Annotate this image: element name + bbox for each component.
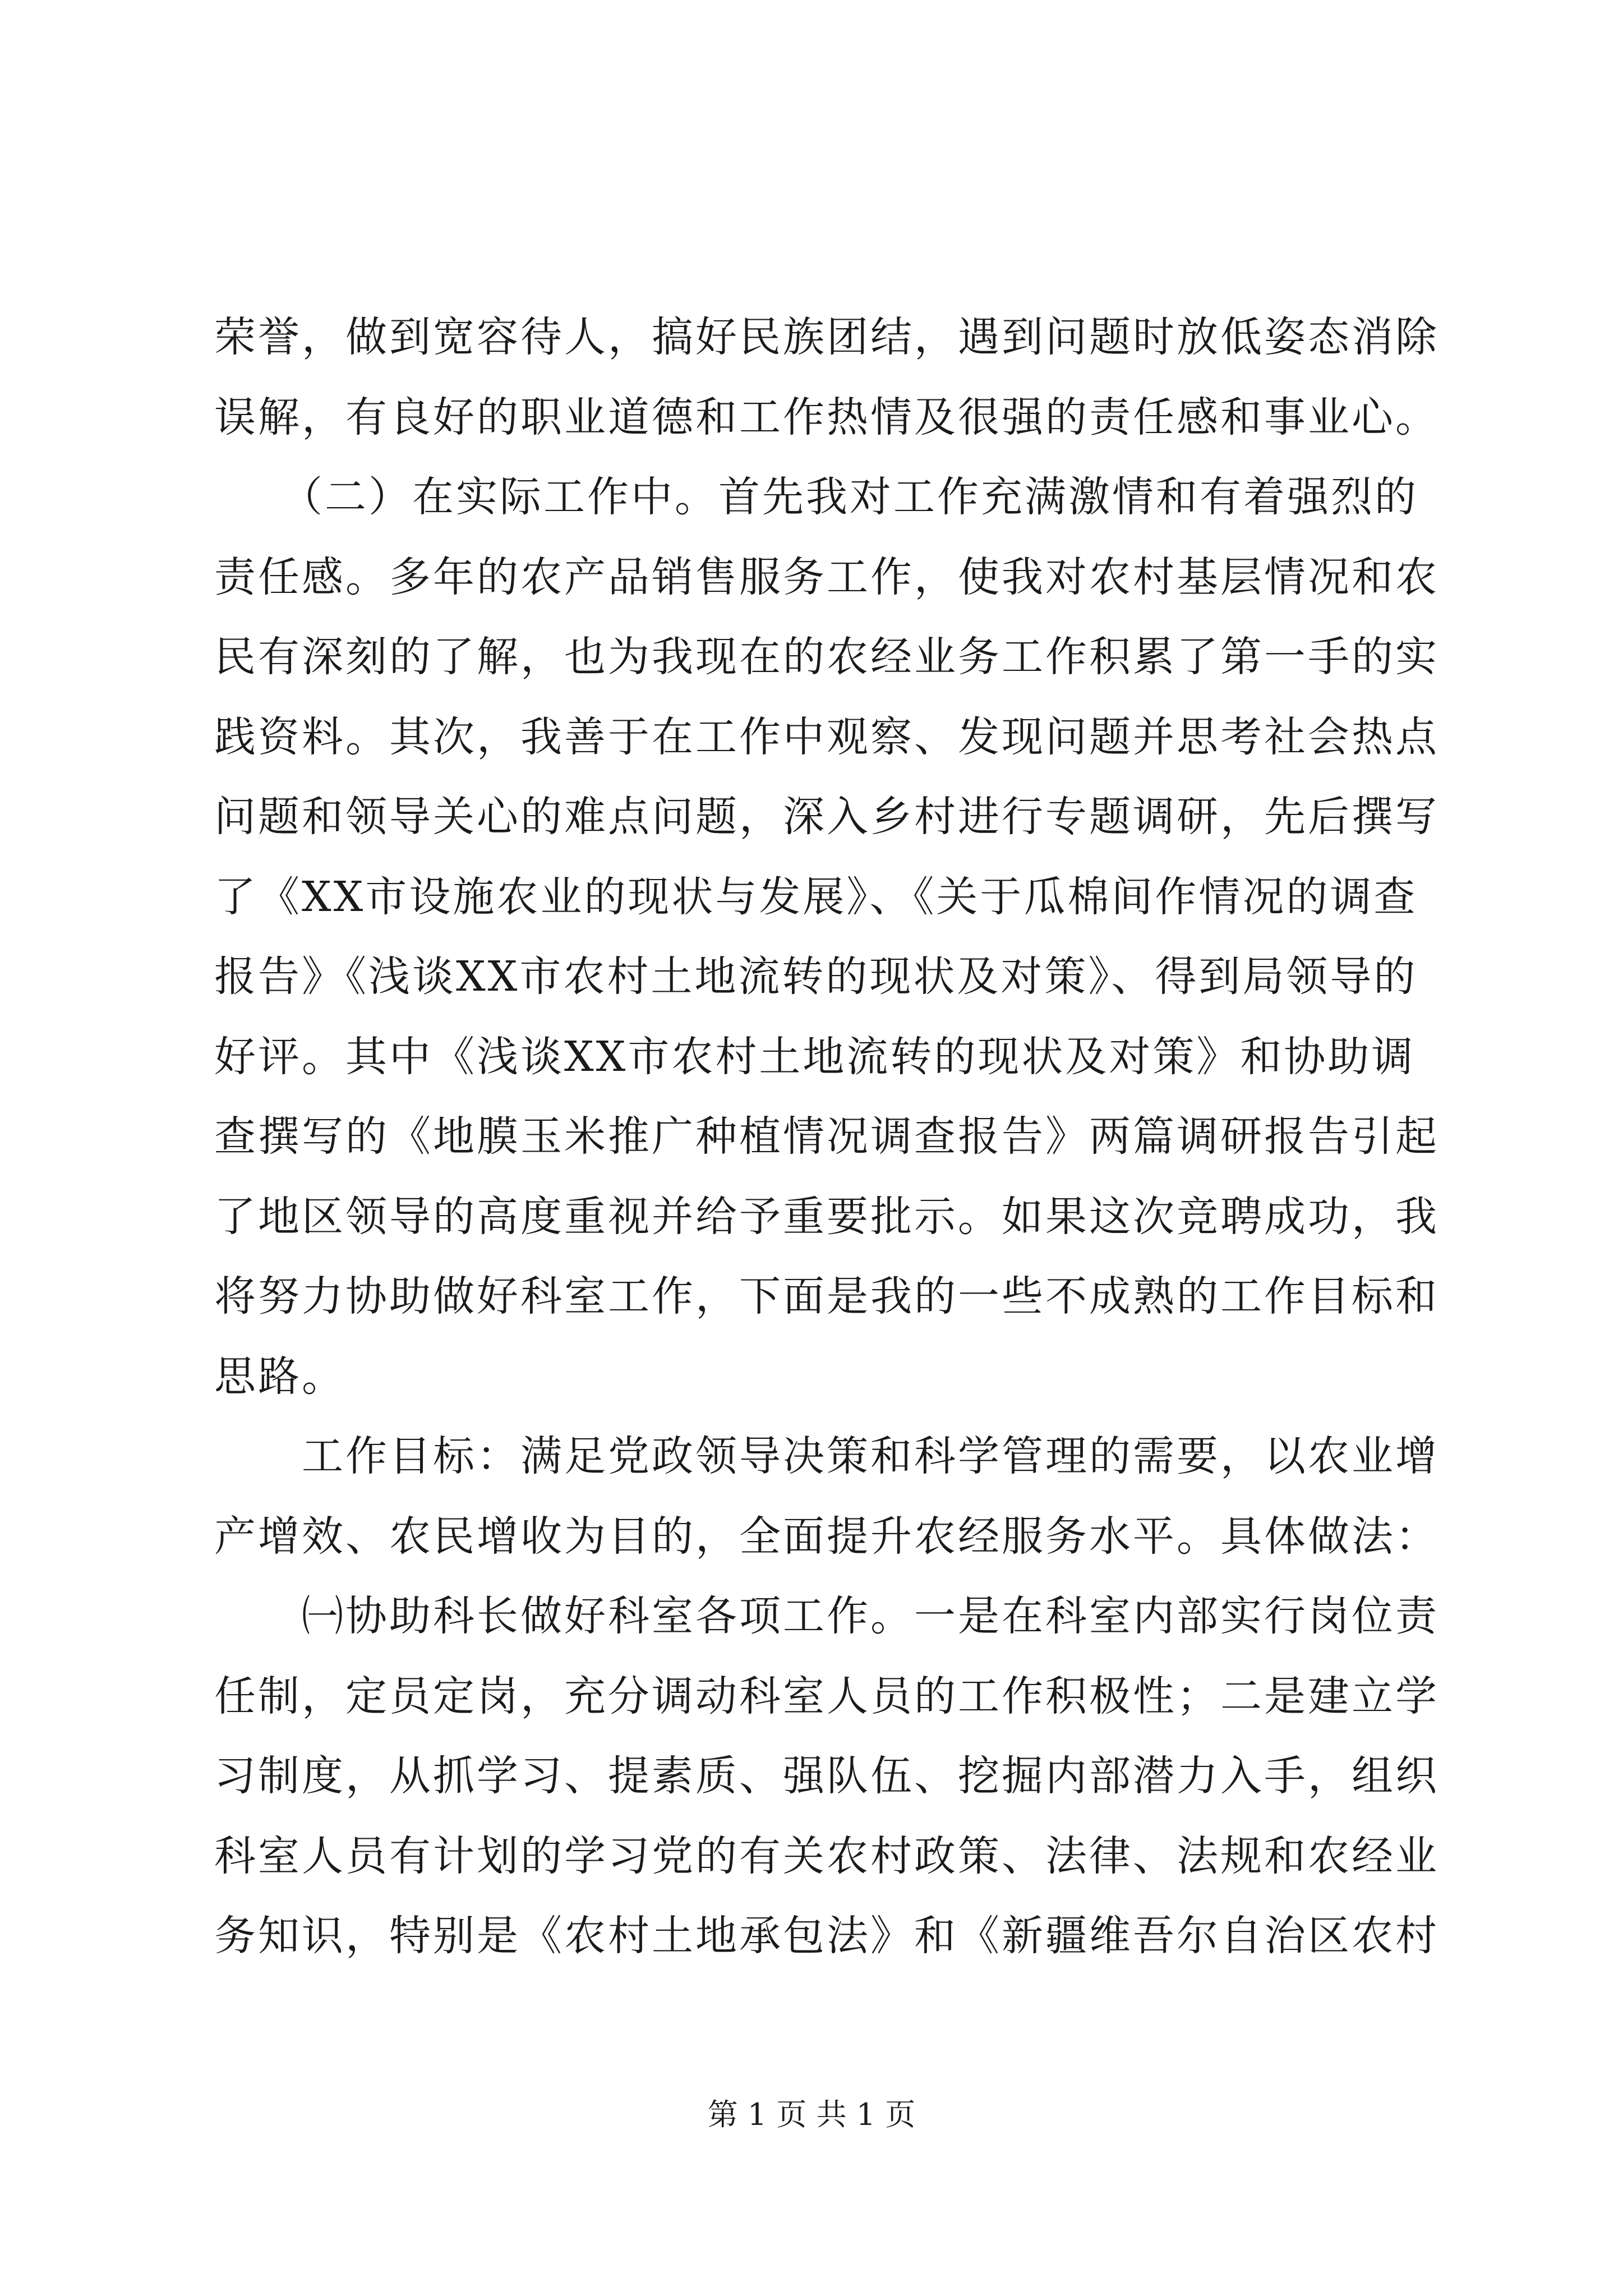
text-line: （二）在实际工作中。首先我对工作充满激情和有着强烈的: [214, 473, 1418, 521]
text-line: 习制度，从抓学习、提素质、强队伍、挖掘内部潜力入手，组织: [214, 1752, 1439, 1800]
text-line: 产增效、农民增收为目的，全面提升农经服务水平。具体做法：: [214, 1512, 1439, 1561]
text-line: 责任感。多年的农产品销售服务工作，使我对农村基层情况和农: [214, 553, 1439, 601]
text-line: 科室人员有计划的学习党的有关农村政策、法律、法规和农经业: [214, 1832, 1439, 1880]
text-line: 任制，定员定岗，充分调动科室人员的工作积极性；二是建立学: [214, 1672, 1439, 1720]
text-line: ㈠协助科长做好科室各项工作。一是在科室内部实行岗位责: [214, 1592, 1439, 1640]
text-line: 了地区领导的高度重视并给予重要批示。如果这次竞聘成功，我: [214, 1192, 1439, 1241]
body-text: [214, 297, 1439, 1976]
text-line: 荣誉，做到宽容待人，搞好民族团结，遇到问题时放低姿态消除: [214, 313, 1439, 361]
text-line: 了《XX市设施农业的现状与发展》、《关于瓜棉间作情况的调查: [214, 872, 1418, 921]
text-line: 务知识，特别是《农村土地承包法》和《新疆维吾尔自治区农村: [214, 1912, 1439, 1960]
text-line: 问题和领导关心的难点问题，深入乡村进行专题调研，先后撰写: [214, 793, 1439, 841]
text-line: 查撰写的《地膜玉米推广种植情况调查报告》两篇调研报告引起: [214, 1112, 1439, 1161]
text-line: 思路。: [214, 1352, 345, 1401]
page-footer: 第 1 页 共 1 页: [707, 2097, 916, 2132]
text-line: 好评。其中《浅谈XX市农村土地流转的现状及对策》和协助调: [214, 1032, 1415, 1081]
text-line: 误解，有良好的职业道德和工作热情及很强的责任感和事业心。: [214, 393, 1439, 441]
text-line: 工作目标：满足党政领导决策和科学管理的需要，以农业增: [214, 1432, 1439, 1480]
text-line: 践资料。其次，我善于在工作中观察、发现问题并思考社会热点: [214, 712, 1439, 761]
text-line: 将努力协助做好科室工作，下面是我的一些不成熟的工作目标和: [214, 1272, 1439, 1320]
text-line: 报告》《浅谈XX市农村土地流转的现状及对策》、得到局领导的: [214, 953, 1418, 1001]
text-line: 民有深刻的了解，也为我现在的农经业务工作积累了第一手的实: [214, 633, 1439, 681]
